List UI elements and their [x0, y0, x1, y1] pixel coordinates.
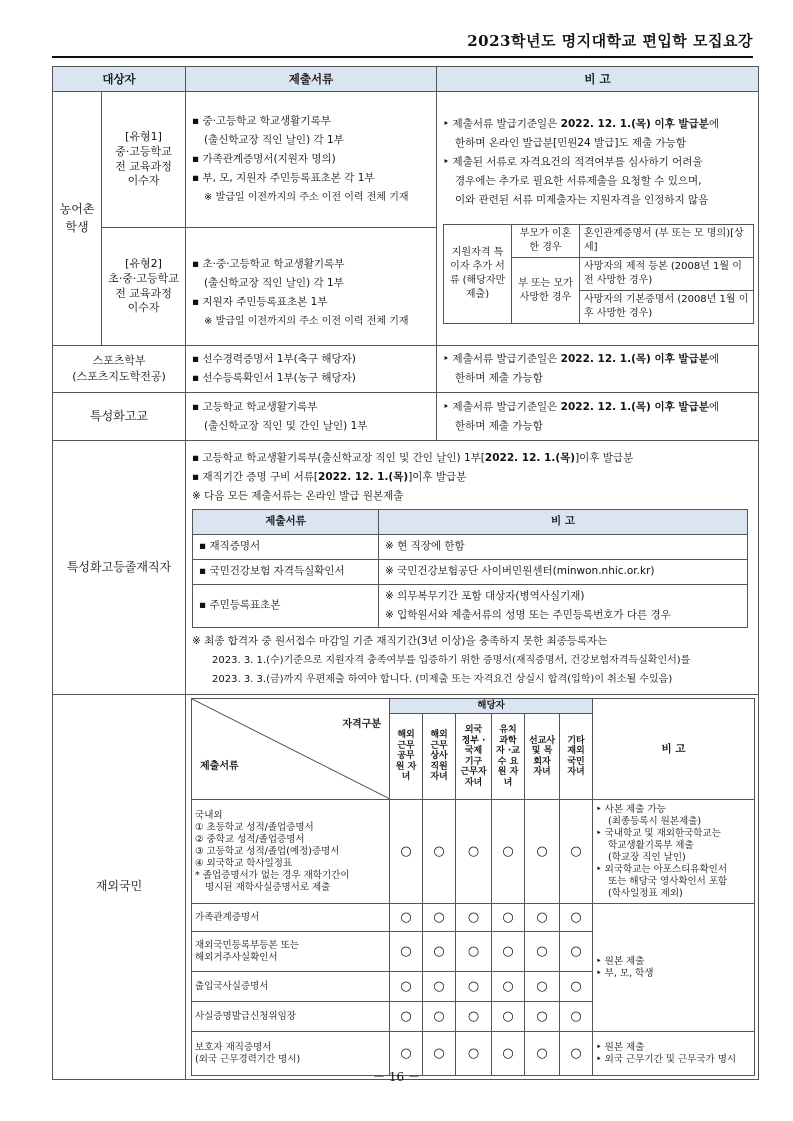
farm-type2-docs: ▪ 초·중·고등학교 학교생활기록부 (출신학교장 직인 날인) 각 1부 ▪ 지원자 주민등록표초본 1부 ※ 발급일 이전까지의 주소 이전 이력 전체 기재 — [186, 228, 437, 346]
col-header-target: 대상자 — [53, 67, 186, 92]
table-row: 가족관계증명서 ○ ○ ○ ○ ○ ○ ‣ 원본 제출 ‣ 부, 모, 학생 — [192, 904, 755, 932]
col-header-docs: 제출서류 — [186, 67, 437, 92]
foreign-note-header: 비 고 — [593, 699, 755, 800]
extra-dead-doc2: 사망자의 기본증명서 (2008년 1월 이후 사망한 경우) — [580, 291, 754, 324]
documents-table — [52, 66, 759, 1080]
table-row: ▪ 주민등록표초본 ※ 의무복무기간 포함 대상자(병역사실기재) ※ 입학원서와 제출서류의 성명 또는 주민등록번호가 다른 경우 — [193, 584, 748, 627]
extra-dead: 부 또는 모가 사망한 경우 — [512, 258, 580, 324]
table-row: 사실증명발급신청위임장 ○ ○ ○ ○ ○ ○ — [192, 1002, 755, 1032]
table-row: ▪ 재직증명서 ※ 현 직장에 한함 — [193, 534, 748, 559]
worker-label: 특성화고등졸재직자 — [53, 441, 186, 695]
table-row: 재외국민등록부등본 또는 해외거주사실확인서 ○ ○ ○ ○ ○ ○ — [192, 932, 755, 972]
foreign-group-header: 해당자 — [390, 699, 593, 714]
extra-dead-doc1: 사망자의 제적 등본 (2008년 1월 이전 사망한 경우) — [580, 258, 754, 291]
worker-note-header: 비 고 — [379, 509, 748, 534]
extra-head: 지원자격 특이자 추가 서류 (해당자만 제출) — [444, 225, 512, 324]
diagonal-line — [192, 699, 390, 799]
special-note: ‣ 제출서류 발급기준일은 2022. 12. 1.(목) 이후 발급분에 한하며 제출 가능함 — [437, 393, 759, 441]
worker-content: ▪ 고등학교 학교생활기록부(출신학교장 직인 및 간인 날인) 1부[2022. 12. 1.(목)]이후 발급분 ▪ 재직기간 증명 구비 서류[2022. 12. 1.(목)]이후 발급분 ※ 다음 모든 제출서류는 온라인 발급 원본제출 제출서류 비 고 ▪ 재직증명서 ※ 현 직장에 한함 ▪ 국민건강보험 자격득실확인서 ※ 국민건강보험공단 사이버민원센터(minwon.nhic.or.kr) ▪ 주민등록표초본 ※ 의무복무기간 포함 대상자(병역사실기재) ※ 입학원서와 제출서류의 성명 또는 주민등록번호가 다른 경우 ※ 최종 합격자 중 원서접수 마감일 기준 재직기간(3년 이상)을 충족하지 못한 최종등록자는 2023. 3. 1.(수)기준으로 지원자격 충족여부를 입증하기 위한 증명서(재직증명서, 건강보험자격득실확인서)를 2023. 3. 3.(금)까지 우편제출 하여야 합니다. (미제출 또는 자격요건 상실시 합격(입학)이 취소될 수있음) — [186, 441, 759, 695]
foreign-corner: 자격구분 제출서류 — [192, 699, 390, 800]
table-row: ▪ 국민건강보험 자격득실확인서 ※ 국민건강보험공단 사이버민원센터(minwon.nhic.or.kr) — [193, 559, 748, 584]
extra-divorce-doc: 혼인관계증명서 (부 또는 모 명의)[상세] — [580, 225, 754, 258]
farm-note: ‣ 제출서류 발급기준일은 2022. 12. 1.(목) 이후 발급분에 한하며 온라인 발급분[민원24 발급]도 제출 가능함 ‣ 제출된 서류로 자격요건의 적격여부를 심사하기 어려울 경우에는 추가로 필요한 서류제출을 요청할 수 있으며, 이와 관련된 서류 미제출자는 지원자격을 인정하지 않음 지원자격 특이자 추가 서류 (해당자만 제출) 부모가 이혼한 경우 혼인관계증명서 (부 또는 모 명의)[상세] 부 또는 모가 사망한 경우 사망자의 제적 등본 (2008년 1월 이전 사망한 경우) 사망자의 기본증명서 (2008년 1월 이후 사망한 경우) — [437, 92, 759, 346]
farm-label: 농어촌 학생 — [53, 92, 102, 346]
farm-type2-label: [유형2] 초·중·고등학교 전 교육과정 이수자 — [102, 228, 186, 346]
farm-type1-docs: ▪ 중·고등학교 학교생활기록부 (출신학교장 직인 날인) 각 1부 ▪ 가족관계증명서(지원자 명의) ▪ 부, 모, 지원자 주민등록표초본 각 1부 ※ 발급일 이전까지의 주소 이전 이력 전체 기재 — [186, 92, 437, 228]
page-header-title: 2023학년도 명지대학교 편입학 모집요강 — [467, 32, 753, 50]
page-number: － 16 － — [373, 1070, 420, 1084]
special-label: 특성화고교 — [53, 393, 186, 441]
foreign-label: 재외국민 — [53, 695, 186, 1080]
farm-type1-label: [유형1] 중·고등학교 전 교육과정 이수자 — [102, 92, 186, 228]
foreign-docs-table: 자격구분 제출서류 해당자 비 고 해외 근무 공무원 자녀 해외 근무 상사 직원 자녀 외국 정부 ·국제 기구 근무자 자녀 유치 과학자 ·교수 요원 자녀 선교사 및 목회자 자녀 기타 재외 국민 자녀 국내외 ① 초등학교 성적/졸업증명서 ② 중학교 성적/졸업증명서 ③ 고등학교 성적/졸업(예정)증명서 ④ 외국학교 학사일정표 * 졸업증명서가 없는 경우 재학기간이 명시된 재학사실증명서로 제출 ○ ○ ○ ○ ○ ○ ‣ 사본 제출 가능 (최종등록시 원본제출) ‣ 국내학교 및 재외한국학교는 학교생활기록부 제출 (학교장 직인 날인) ‣ 외국학교는 아포스티유확인서 또는 해당국 영사확인서 포함 (학사일정표 제외) 가족관계증명서 ○ ○ ○ ○ ○ ○ ‣ 원본 제출 ‣ 부, 모, 학생 재외국민등록부등본 또는 해외거주사실확인서 ○ ○ ○ ○ ○ ○ 출입국사실증명서 ○ ○ ○ ○ ○ ○ 사실증명발급신청위임장 ○ ○ ○ ○ ○ ○ 보호자 재직증명서 (외국 근무경력기간 명시) ○ ○ ○ ○ ○ ○ ‣ 원본 제출 ‣ 외국 근무기간 및 근무국가 명시 — [191, 698, 755, 1076]
col-header-note: 비 고 — [437, 67, 759, 92]
sports-docs: ▪ 선수경력증명서 1부(축구 해당자) ▪ 선수등록확인서 1부(농구 해당자) — [186, 346, 437, 393]
farm-extra-table — [443, 224, 754, 324]
special-docs: ▪ 고등학교 학교생활기록부 (출신학교장 직인 및 간인 날인) 1부 — [186, 393, 437, 441]
worker-docs-table — [192, 509, 748, 628]
worker-docs-header: 제출서류 — [193, 509, 379, 534]
table-row: 국내외 ① 초등학교 성적/졸업증명서 ② 중학교 성적/졸업증명서 ③ 고등학교 성적/졸업(예정)증명서 ④ 외국학교 학사일정표 * 졸업증명서가 없는 경우 재학기간이 명시된 재학사실증명서로 제출 ○ ○ ○ ○ ○ ○ ‣ 사본 제출 가능 (최종등록시 원본제출) ‣ 국내학교 및 재외한국학교는 학교생활기록부 제출 (학교장 직인 날인) ‣ 외국학교는 아포스티유확인서 또는 해당국 영사확인서 포함 (학사일정표 제외) — [192, 800, 755, 904]
sports-label: 스포츠학부 (스포츠지도학전공) — [53, 346, 186, 393]
table-row: 보호자 재직증명서 (외국 근무경력기간 명시) ○ ○ ○ ○ ○ ○ ‣ 원본 제출 ‣ 외국 근무기간 및 근무국가 명시 — [192, 1032, 755, 1076]
table-row: 출입국사실증명서 ○ ○ ○ ○ ○ ○ — [192, 972, 755, 1002]
sports-note: ‣ 제출서류 발급기준일은 2022. 12. 1.(목) 이후 발급분에 한하며 제출 가능함 — [437, 346, 759, 393]
header-rule — [52, 56, 753, 58]
extra-divorce: 부모가 이혼한 경우 — [512, 225, 580, 258]
foreign-content — [186, 695, 759, 1080]
